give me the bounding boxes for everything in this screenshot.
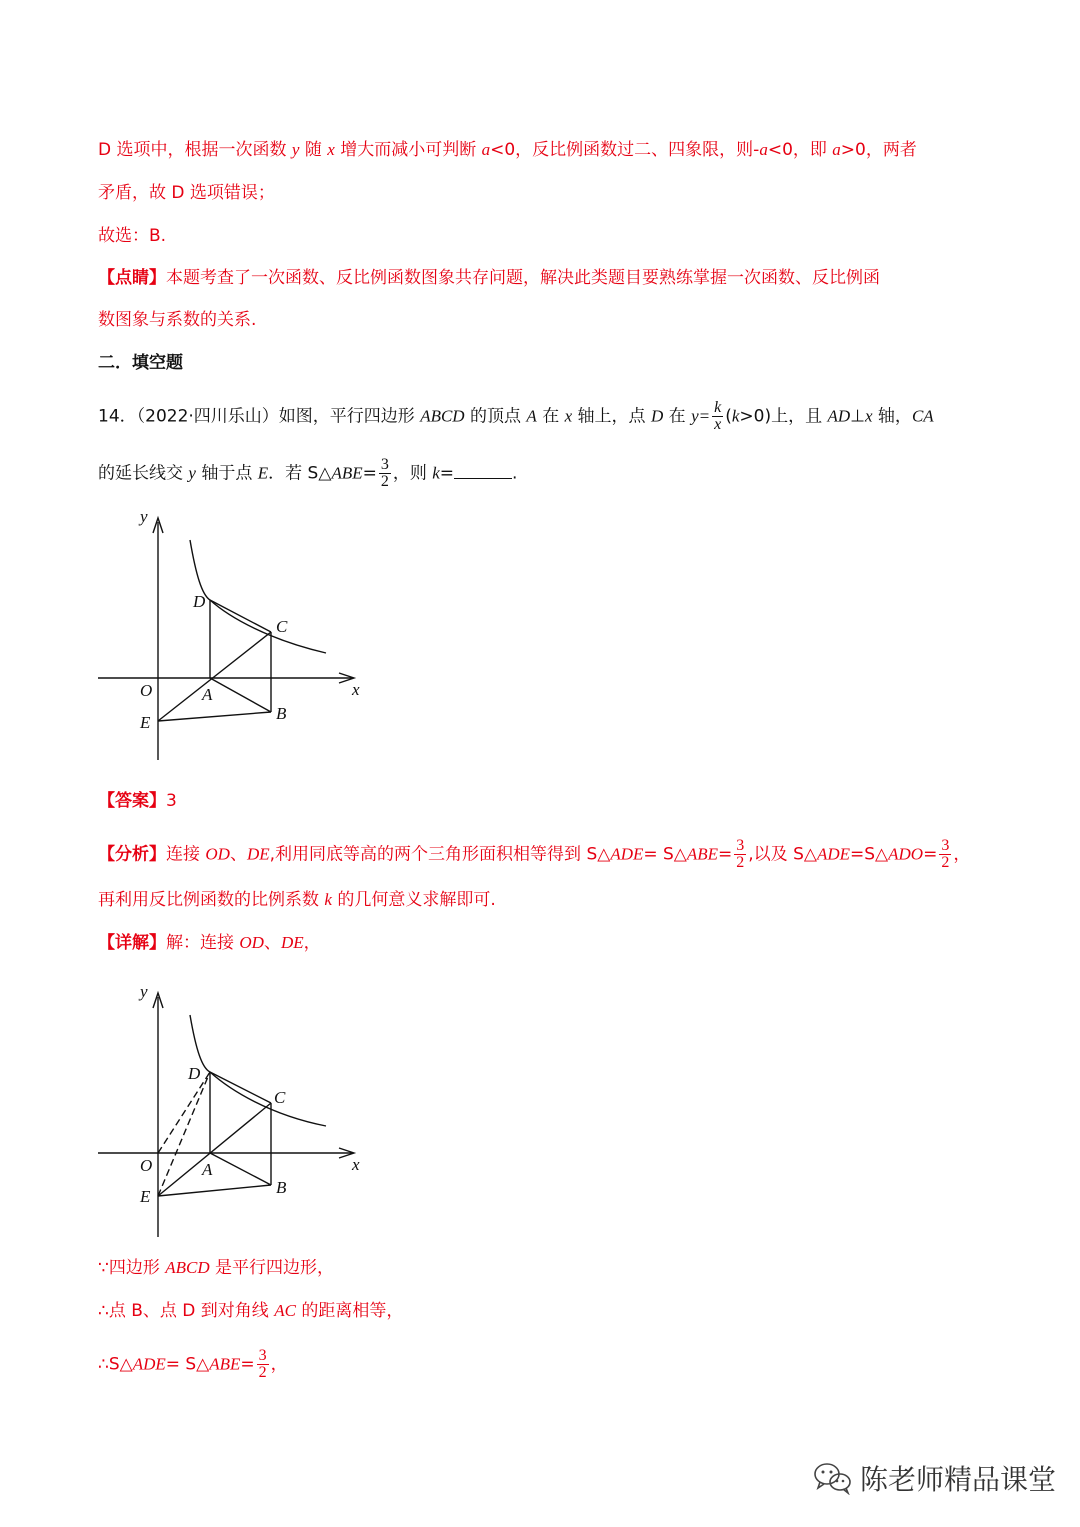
- problem-14-line-1: 14．（2022·四川乐山）如图，平行四边形 ABCD 的顶点 A 在 x 轴上，点 D 在 y= $\frac{k}{x}$ (k>0)上，且 AD⊥x 轴，CA: [98, 399, 934, 433]
- analysis-line-2: 再利用反比例函数的比例系数 k 的几何意义求解即可.: [98, 890, 496, 910]
- answer-tag: 【答案】: [98, 791, 166, 811]
- segment-eb: [158, 712, 271, 721]
- step-3: ∴S△ADE= S△ABE= $\frac{3}{2}$ ，: [98, 1347, 288, 1381]
- label-y: y: [140, 982, 148, 1001]
- analysis-tag: 【分析】: [98, 844, 166, 865]
- dianjing-line-2: 数图象与系数的关系.: [98, 310, 257, 330]
- fraction-3-over-2: $\frac{3}{2}$: [736, 837, 745, 871]
- figure-2: [90, 975, 380, 1245]
- watermark: [812, 1458, 1056, 1498]
- label-x: x: [352, 1155, 360, 1174]
- d-option-line-1: D 选项中，根据一次函数 y 随 x 增大而减小可判断 a<0，反比例函数过二、四象限，则-a<0，即 a>0，两者: [98, 140, 917, 160]
- segment-dc: [210, 1072, 271, 1103]
- label-o: O: [140, 681, 153, 700]
- figure-1: [90, 500, 380, 770]
- wechat-icon: [812, 1461, 854, 1495]
- answer-line: [98, 789, 177, 813]
- dianjing-line-1: 【点睛】本题考查了一次函数、反比例函数图象共存问题，解决此类题目要熟练掌握一次函数、反比例函: [98, 268, 880, 288]
- label-e: E: [140, 1187, 151, 1206]
- d-option-line-2: 矛盾，故 D 选项错误；: [98, 183, 275, 203]
- label-d: D: [188, 1064, 201, 1083]
- segment-ec: [158, 632, 271, 721]
- segment-eb: [158, 1185, 271, 1196]
- label-x: x: [352, 680, 360, 699]
- segment-ab: [210, 1153, 271, 1185]
- fraction-3-over-2: $\frac{3}{2}$: [380, 456, 389, 490]
- problem-14-line-2: 的延长线交 y 轴于点 E．若 S△ABE= $\frac{3}{2}$ ，则 k= .: [98, 456, 518, 490]
- segment-ec: [158, 1103, 271, 1196]
- label-b: B: [276, 1178, 287, 1197]
- dashed-segment-od: [158, 1072, 210, 1153]
- label-o: O: [140, 1156, 153, 1175]
- segment-ab: [210, 678, 271, 712]
- answer-blank: [454, 462, 512, 479]
- fraction-3-over-2: $\frac{3}{2}$: [941, 837, 950, 871]
- label-a: A: [202, 685, 213, 704]
- fraction-3-over-2: $\frac{3}{2}$: [258, 1347, 267, 1381]
- label-c: C: [276, 617, 288, 636]
- label-d: D: [193, 592, 206, 611]
- label-e: E: [140, 713, 151, 732]
- dianjing-tag: 【点睛】: [98, 268, 166, 288]
- label-a: A: [202, 1160, 213, 1179]
- detail-line: 【详解】解：连接 OD、DE，: [98, 933, 321, 953]
- detail-tag: 【详解】: [98, 933, 166, 953]
- label-b: B: [276, 704, 287, 723]
- section-title: 二．填空题: [98, 353, 183, 373]
- analysis-line-1: 【分析】连接 OD、DE,利用同底等高的两个三角形面积相等得到 S△ADE= S△ABE= $\frac{3}{2}$ ,以及 S△ADE=S△ADO= $\frac{3}{2}$ ，: [98, 837, 971, 871]
- fraction-k-over-x: $\frac{k}{x}$: [714, 399, 722, 433]
- step-2: ∴点 B、点 D 到对角线 AC 的距离相等，: [98, 1301, 404, 1321]
- step-1: ∵四边形 ABCD 是平行四边形，: [98, 1258, 335, 1278]
- choice-line: 故选：B.: [98, 226, 167, 246]
- segment-dc: [210, 600, 271, 632]
- watermark-text: 陈老师精品课堂: [860, 1463, 1057, 1496]
- label-c: C: [274, 1088, 286, 1107]
- label-y: y: [140, 507, 148, 526]
- answer-value: 3: [166, 791, 177, 811]
